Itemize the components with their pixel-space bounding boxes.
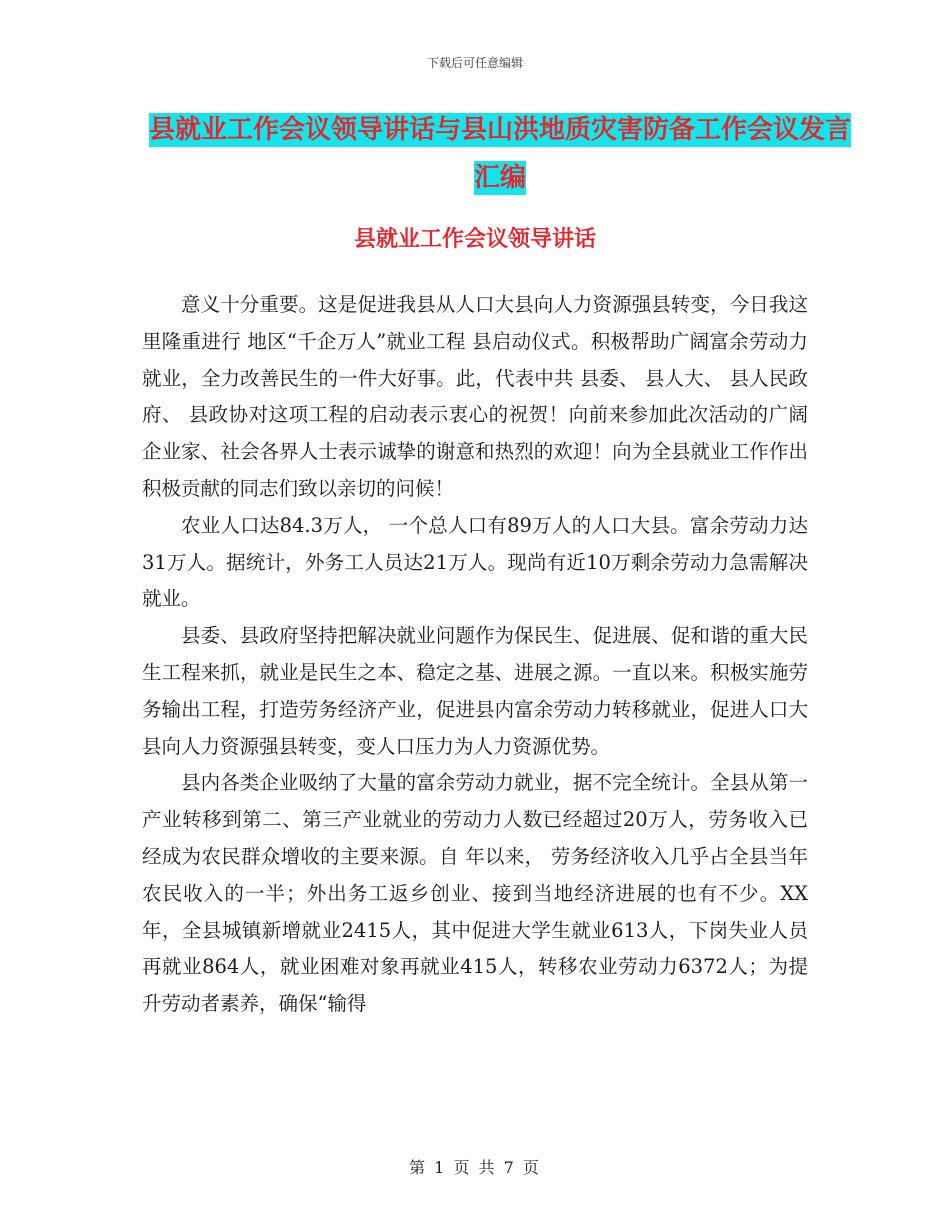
page-number-footer: 第 1 页 共 7 页 — [409, 1158, 541, 1177]
document-title — [140, 106, 860, 202]
body-paragraph-2: 农业人口达84.3万人， 一个总人口有89万人的人口大县。富余劳动力达31万人。据统计，外务工人员达21万人。现尚有近10万剩余劳动力急需解决就业。 — [142, 513, 808, 611]
body-paragraph-3: 县委、县政府坚持把解决就业问题作为保民生、促进展、促和谐的重大民生工程来抓，就业是民生之本、稳定之基、进展之源。一直以来。积极实施劳务输出工程，打造劳务经济产业，促进县内富余劳动力转移就业，促进人口大县向人力资源强县转变，变人口压力为人力资源优势。 — [142, 624, 808, 758]
body-paragraph-1: 意义十分重要。这是促进我县从人口大县向人力资源强县转变，今日我这里隆重进行 地区“千企万人”就业工程 县启动仪式。积极帮助广阔富余劳动力就业，全力改善民生的一件大好事。此，代表中共 县委、 县人大、 县人民政府、 县政协对这项工程的启动表示衷心的祝贺！向前来参加此次活动的广阔企业家、社会各界人士表示诚挚的谢意和热烈的欢迎！向为全县就业工作作出积极贡献的同志们致以亲切的问候！ — [142, 293, 808, 500]
document-title-text: 县就业工作会议领导讲话与县山洪地质灾害防备工作会议发言汇编 — [148, 115, 851, 193]
document-body — [142, 287, 808, 1023]
page-header-note: 下载后可任意编辑 — [426, 56, 523, 70]
body-paragraph-4: 县内各类企业吸纳了大量的富余劳动力就业，据不完全统计。全县从第一产业转移到第二、第三产业就业的劳动力人数已经超过20万人，劳务收入已经成为农民群众增收的主要来源。自 年以来， 劳务经济收入几乎占全县当年农民收入的一半；外出务工返乡创业、接到当地经济进展的也有不少。XX年，全县城镇新增就业2415人，其中促进大学生就业613人，下岗失业人员再就业864人，就业困难对象再就业415人，转移农业劳动力6372人；为提升劳动者素养，确保“输得 — [142, 771, 808, 1016]
section-title: 县就业工作会议领导讲话 — [353, 227, 596, 252]
